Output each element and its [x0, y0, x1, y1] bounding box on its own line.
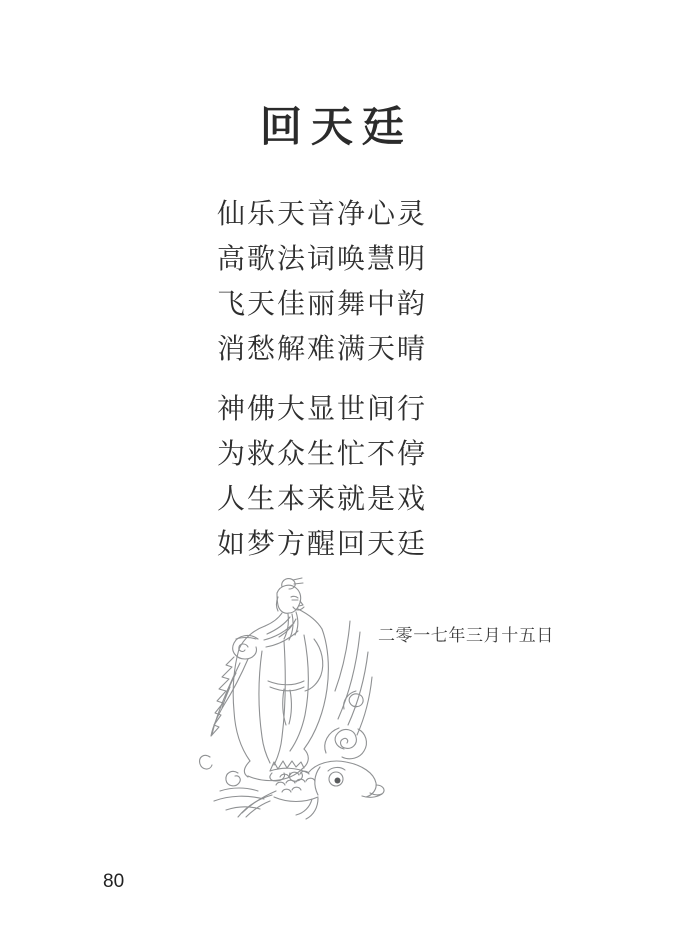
poem-line-1: 仙乐天音净心灵: [217, 199, 428, 230]
poem-stanza-1: [217, 192, 427, 372]
poem-date: 二零一七年三月十五日: [378, 626, 554, 645]
poem-stanza-2: [217, 387, 427, 567]
wave-lines: [214, 788, 264, 810]
poem-line-6: 为救众生忙不停: [217, 439, 428, 470]
poem-line-8: 如梦方醒回天廷: [217, 529, 428, 560]
poem-line-2: 高歌法词唤慧明: [217, 244, 428, 275]
poem-title: 回天廷: [259, 105, 413, 151]
poem-line-4: 消愁解难满天晴: [217, 334, 428, 365]
page-number: 80: [103, 871, 125, 892]
immortal-on-fish-illustration: [192, 577, 392, 822]
motion-lines: [335, 621, 372, 735]
poem-line-7: 人生本来就是戏: [217, 484, 428, 515]
poem-line-3: 飞天佳丽舞中韵: [217, 289, 428, 320]
poem-line-5: 神佛大显世间行: [217, 394, 428, 425]
immortal-figure: [211, 578, 328, 781]
fish: [238, 761, 384, 819]
